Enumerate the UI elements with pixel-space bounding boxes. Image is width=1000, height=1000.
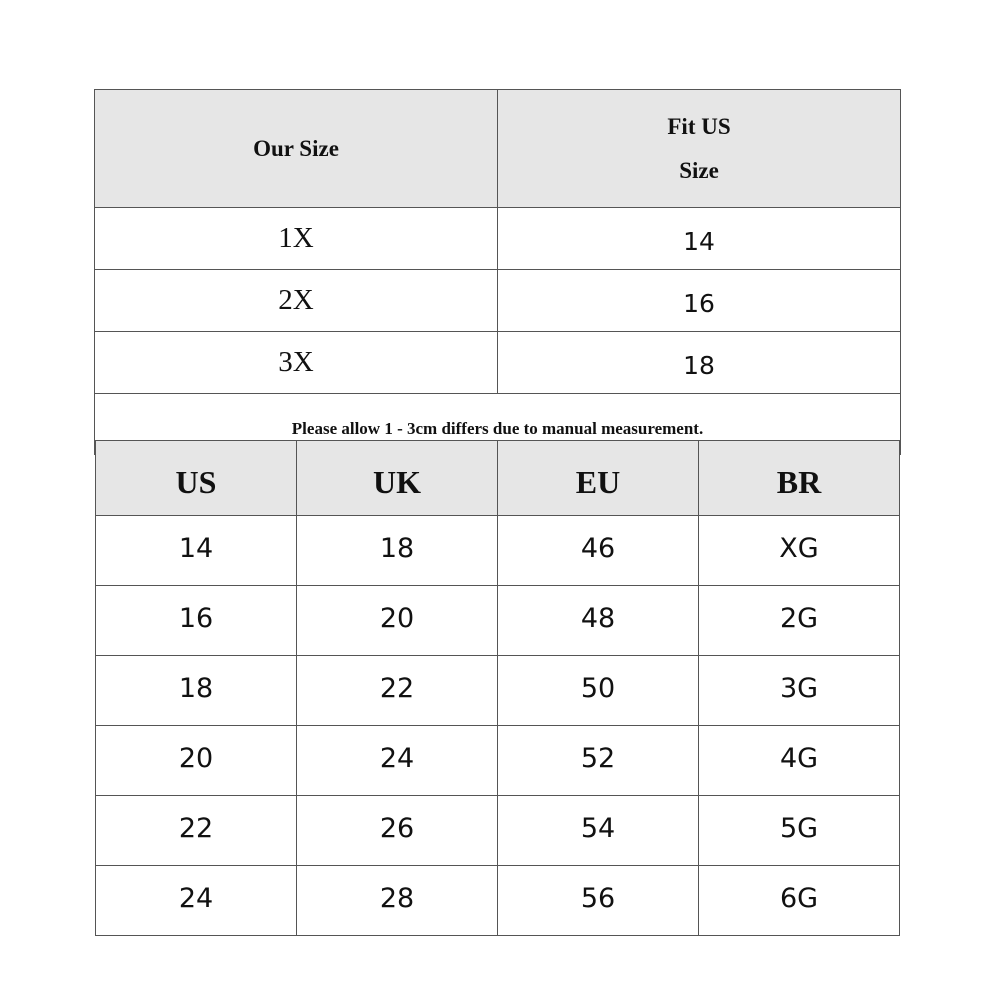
fit-us-cell: 18 (498, 332, 901, 394)
our-size-header (95, 90, 498, 208)
br-cell: 4G (699, 726, 900, 796)
our-size-cell: 3X (95, 332, 498, 394)
fit-us-cell: 14 (498, 208, 901, 270)
table-row (95, 332, 901, 394)
fit-size-table (94, 89, 901, 455)
br-cell: 2G (699, 586, 900, 656)
uk-cell: 28 (297, 866, 498, 936)
uk-cell: 24 (297, 726, 498, 796)
table-row (95, 208, 901, 270)
fit-us-header-line1: Fit US (667, 113, 731, 139)
table-row (96, 726, 900, 796)
table-row (96, 516, 900, 586)
header-br: BR (699, 441, 900, 516)
us-cell: 16 (96, 586, 297, 656)
table-row (96, 656, 900, 726)
uk-cell: 26 (297, 796, 498, 866)
header-uk: UK (297, 441, 498, 516)
eu-cell: 46 (498, 516, 699, 586)
br-cell: 3G (699, 656, 900, 726)
uk-cell: 22 (297, 656, 498, 726)
our-size-header-label: Our Size (253, 135, 339, 161)
conversion-header-row (96, 441, 900, 516)
size-conversion-table (95, 440, 900, 936)
table-row (96, 586, 900, 656)
header-us: US (96, 441, 297, 516)
us-cell: 22 (96, 796, 297, 866)
us-cell: 24 (96, 866, 297, 936)
uk-cell: 18 (297, 516, 498, 586)
table-row (96, 866, 900, 936)
eu-cell: 48 (498, 586, 699, 656)
us-cell: 14 (96, 516, 297, 586)
table-row (95, 270, 901, 332)
fit-us-size-header (498, 90, 901, 208)
measurement-note: Please allow 1 - 3cm differs due to manual measurement. (95, 394, 901, 455)
our-size-cell: 1X (95, 208, 498, 270)
our-size-cell: 2X (95, 270, 498, 332)
fit-table-header-row (95, 90, 901, 208)
eu-cell: 54 (498, 796, 699, 866)
eu-cell: 56 (498, 866, 699, 936)
eu-cell: 50 (498, 656, 699, 726)
fit-us-header-line2: Size (679, 157, 719, 183)
uk-cell: 20 (297, 586, 498, 656)
br-cell: XG (699, 516, 900, 586)
table-row (96, 796, 900, 866)
us-cell: 20 (96, 726, 297, 796)
br-cell: 5G (699, 796, 900, 866)
br-cell: 6G (699, 866, 900, 936)
eu-cell: 52 (498, 726, 699, 796)
fit-us-cell: 16 (498, 270, 901, 332)
header-eu: EU (498, 441, 699, 516)
us-cell: 18 (96, 656, 297, 726)
